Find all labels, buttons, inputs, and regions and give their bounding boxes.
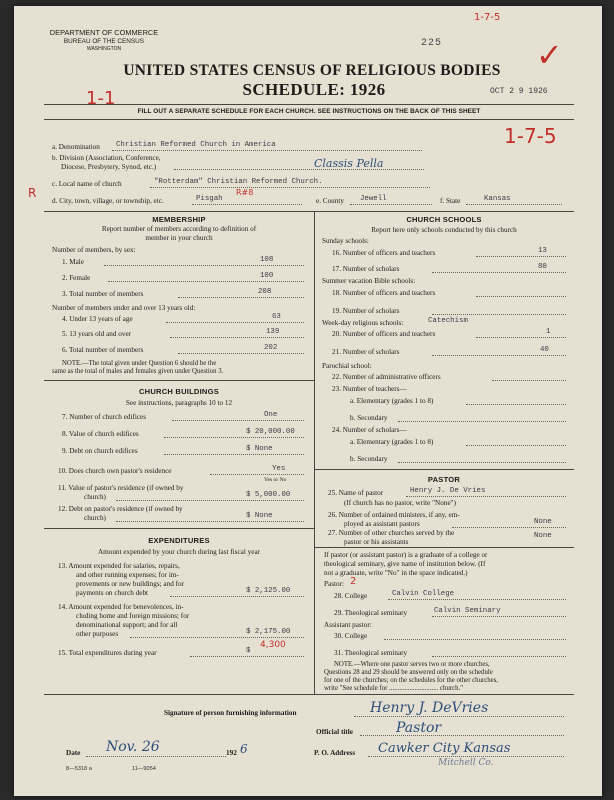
by-sex-label: Number of members, by sex: bbox=[52, 246, 136, 254]
buildings-heading: CHURCH BUILDINGS bbox=[139, 387, 219, 396]
q15-hand-value: 4,300 bbox=[260, 640, 286, 650]
state-value: Kansas bbox=[484, 195, 511, 203]
division-value: Classis Pella bbox=[314, 157, 384, 170]
q11-label-1: 11. Value of pastor's residence (if owned by bbox=[58, 484, 184, 492]
date-value: Nov. 26 bbox=[106, 739, 160, 755]
q23b-label: b. Secondary bbox=[350, 414, 388, 422]
q6-value: 202 bbox=[264, 344, 278, 352]
q28-value: Calvin College bbox=[392, 590, 455, 598]
q24b-label: b. Secondary bbox=[350, 455, 388, 463]
q24a-label: a. Elementary (grades 1 to 8) bbox=[350, 438, 434, 446]
pastor-note-4: write "See schedule for ............................. church." bbox=[324, 685, 463, 692]
q19-label: 19. Number of scholars bbox=[332, 307, 400, 315]
instruction-line: FILL OUT A SEPARATE SCHEDULE FOR EACH CHURCH. SEE INSTRUCTIONS ON THE BACK OF THIS SHEET bbox=[137, 108, 481, 115]
year-value: 6 bbox=[240, 742, 248, 756]
denomination-value: Christian Reformed Church in America bbox=[116, 141, 276, 149]
red-mark-right: 1-7-5 bbox=[504, 124, 557, 148]
membership-sub-2: member in your church bbox=[145, 234, 213, 242]
division-label-2: Diocese, Presbytery, Synod, etc.) bbox=[61, 163, 157, 171]
q18-label: 18. Number of officers and teachers bbox=[332, 289, 436, 297]
q24-label: 24. Number of scholars— bbox=[332, 426, 407, 434]
q21-value: 40 bbox=[540, 346, 549, 354]
q14-label-4: other purposes bbox=[76, 630, 119, 638]
q14-label-2: cluding home and foreign missions; for bbox=[76, 612, 190, 620]
schools-heading: CHURCH SCHOOLS bbox=[406, 215, 482, 224]
q21-label: 21. Number of scholars bbox=[332, 348, 400, 356]
q10-label: 10. Does church own pastor's residence bbox=[58, 467, 172, 475]
summer-label: Summer vacation Bible schools: bbox=[322, 277, 416, 285]
q15-dollar: $ bbox=[246, 647, 251, 655]
grad-note-3: not a graduate, write "No" in the space indicated.) bbox=[324, 569, 468, 577]
q26-label-2: ployed as assistant pastors bbox=[344, 520, 420, 528]
q13-label-2: and other running expenses; for im- bbox=[76, 571, 179, 579]
received-date-stamp: OCT 2 9 1926 bbox=[490, 87, 548, 96]
membership-note-2: same as the total of males and females given under Question 3. bbox=[52, 368, 224, 375]
q26-label-1: 26. Number of ordained ministers, if any, em- bbox=[328, 511, 460, 519]
po-address-value: Cawker City Kansas bbox=[378, 741, 511, 756]
q3-value: 208 bbox=[258, 288, 272, 296]
pastor-sub-label: Pastor: bbox=[324, 580, 344, 588]
po-address-label: P. O. Address bbox=[314, 749, 356, 757]
q7-value: One bbox=[264, 411, 278, 419]
expenditures-sub: Amount expended by your church during last fiscal year bbox=[97, 548, 261, 556]
pastor-heading: PASTOR bbox=[427, 475, 461, 484]
q14-label-3: denominational support; and for all bbox=[76, 621, 178, 629]
q5-value: 139 bbox=[266, 328, 280, 336]
weekday-value: Catechism bbox=[428, 317, 468, 325]
sunday-label: Sunday schools: bbox=[322, 237, 369, 245]
q27-value: None bbox=[534, 532, 552, 540]
q12-value: $ None bbox=[246, 512, 273, 520]
q4-label: 4. Under 13 years of age bbox=[62, 315, 133, 323]
expenditures-heading: EXPENDITURES bbox=[148, 536, 210, 545]
q7-label: 7. Number of church edifices bbox=[62, 413, 147, 421]
q23a-label: a. Elementary (grades 1 to 8) bbox=[350, 397, 434, 405]
red-mark-top: 1-7-5 bbox=[474, 12, 501, 23]
pastor-note-2: Questions 28 and 29 should be answered only on the schedule bbox=[324, 669, 493, 676]
q17-value: 80 bbox=[538, 263, 547, 271]
q4-value: 63 bbox=[272, 313, 281, 321]
q13-label-4: payments on church debt bbox=[76, 589, 149, 597]
signature-value: Henry J. DeVries bbox=[370, 700, 489, 716]
q13-label-3: provements or new buildings; and for bbox=[76, 580, 184, 588]
q11-value: $ 5,000.00 bbox=[246, 491, 291, 499]
q27-label-2: pastor or his assistants bbox=[344, 538, 409, 546]
q11-label-2: church) bbox=[84, 493, 106, 501]
q16-label: 16. Number of officers and teachers bbox=[332, 249, 436, 257]
q8-value: $ 20,000.00 bbox=[246, 428, 295, 436]
county-value: Jewell bbox=[360, 195, 387, 203]
parochial-label: Parochial school: bbox=[322, 362, 372, 370]
pastor-note-1: NOTE.—Where one pastor serves two or more churches, bbox=[334, 661, 490, 668]
q27-label-1: 27. Number of other churches served by the bbox=[328, 529, 455, 537]
form-number: 225 bbox=[421, 38, 443, 49]
grad-note-1: If pastor (or assistant pastor) is a graduate of a college or bbox=[324, 551, 488, 559]
grad-note-2: theological seminary, give name of institution below. (If bbox=[324, 560, 486, 568]
q25-value: Henry J. De Vries bbox=[410, 487, 486, 495]
q10-value: Yes bbox=[272, 465, 286, 473]
bureau-label: BUREAU OF THE CENSUS bbox=[63, 38, 145, 45]
q16-value: 13 bbox=[538, 247, 547, 255]
q30-label: 30. College bbox=[334, 632, 368, 640]
age-heading: Number of members under and over 13 years old: bbox=[52, 304, 196, 312]
red-mark-margin: R bbox=[28, 186, 37, 200]
q14-label-1: 14. Amount expended for benevolences, in- bbox=[58, 603, 184, 611]
q1-label: 1. Male bbox=[62, 258, 84, 266]
q3-label: 3. Total number of members bbox=[62, 290, 144, 298]
assistant-label: Assistant pastor: bbox=[324, 621, 372, 629]
membership-sub-1: Report number of members according to definition of bbox=[101, 225, 257, 233]
q5-label: 5. 13 years old and over bbox=[62, 330, 132, 338]
q20-value: 1 bbox=[546, 328, 551, 336]
q28-label: 28. College bbox=[334, 592, 368, 600]
q23-label: 23. Number of teachers— bbox=[332, 385, 407, 393]
q1-value: 108 bbox=[260, 256, 274, 264]
yes-no-hint: Yes or No bbox=[264, 477, 287, 483]
church-name-label: c. Local name of church bbox=[52, 180, 122, 188]
q2-label: 2. Female bbox=[62, 274, 91, 282]
q25-label: 25. Name of pastor bbox=[328, 489, 384, 497]
q22-label: 22. Number of administrative officers bbox=[332, 373, 441, 381]
city-label: WASHINGTON bbox=[86, 46, 122, 52]
membership-heading: MEMBERSHIP bbox=[152, 215, 206, 224]
red-mark-left: 1-1 bbox=[86, 88, 116, 109]
q14-value: $ 2,175.00 bbox=[246, 628, 291, 636]
q26-value: None bbox=[534, 518, 552, 526]
department-label: DEPARTMENT OF COMMERCE bbox=[49, 28, 159, 37]
county-label: e. County bbox=[316, 197, 344, 205]
q8-label: 8. Value of church edifices bbox=[62, 430, 139, 438]
census-schedule-sheet bbox=[14, 6, 602, 796]
q2-value: 100 bbox=[260, 272, 274, 280]
q13-value: $ 2,125.00 bbox=[246, 587, 291, 595]
q12-label-1: 12. Debt on pastor's residence (if owned by bbox=[58, 505, 183, 513]
city-label: d. City, town, village, or township, etc. bbox=[52, 197, 164, 205]
denomination-label: a. Denomination bbox=[52, 143, 100, 151]
q9-label: 9. Debt on church edifices bbox=[62, 447, 138, 455]
q6-label: 6. Total number of members bbox=[62, 346, 144, 354]
city-value: Pisgah bbox=[196, 195, 223, 203]
po-address-extra: Mitchell Co. bbox=[438, 758, 494, 768]
q29-label: 29. Theological seminary bbox=[334, 609, 408, 617]
year-label: 192 bbox=[226, 749, 237, 757]
form-code-2: 11—9054 bbox=[132, 766, 156, 772]
form-title: UNITED STATES CENSUS OF RELIGIOUS BODIES bbox=[123, 62, 501, 79]
official-title-value: Pastor bbox=[396, 720, 442, 736]
city-note: R#8 bbox=[236, 188, 254, 197]
church-name-value: "Rotterdam" Christian Reformed Church. bbox=[154, 178, 323, 186]
q13-label-1: 13. Amount expended for salaries, repairs, bbox=[58, 562, 180, 570]
q29-value: Calvin Seminary bbox=[434, 607, 501, 615]
pastor-mark: 2 bbox=[350, 576, 357, 587]
schedule-title: SCHEDULE: 1926 bbox=[242, 80, 386, 99]
q12-label-2: church) bbox=[84, 514, 106, 522]
membership-note-1: NOTE.—The total given under Question 6 should be the bbox=[62, 360, 217, 367]
pastor-note-3: for one of the churches; on the schedules for the other churches, bbox=[324, 677, 499, 684]
form-code-1: 8—5318 a bbox=[66, 766, 92, 772]
q31-label: 31. Theological seminary bbox=[334, 649, 408, 657]
red-check-icon: ✓ bbox=[536, 36, 563, 74]
q25-note: (If church has no pastor, write "None") bbox=[344, 499, 456, 507]
weekday-label: Week-day religious schools: bbox=[322, 319, 404, 327]
division-label-1: b. Division (Association, Conference, bbox=[52, 154, 161, 162]
state-label: f. State bbox=[440, 197, 461, 205]
buildings-sub: See instructions, paragraphs 10 to 12 bbox=[125, 399, 233, 407]
schools-sub: Report here only schools conducted by this church bbox=[371, 226, 517, 234]
q15-label: 15. Total expenditures during year bbox=[58, 649, 157, 657]
q9-value: $ None bbox=[246, 445, 273, 453]
date-label: Date bbox=[66, 749, 81, 757]
signature-label: Signature of person furnishing information bbox=[164, 709, 297, 717]
official-title-label: Official title bbox=[316, 728, 353, 736]
q20-label: 20. Number of officers and teachers bbox=[332, 330, 436, 338]
q17-label: 17. Number of scholars bbox=[332, 265, 400, 273]
